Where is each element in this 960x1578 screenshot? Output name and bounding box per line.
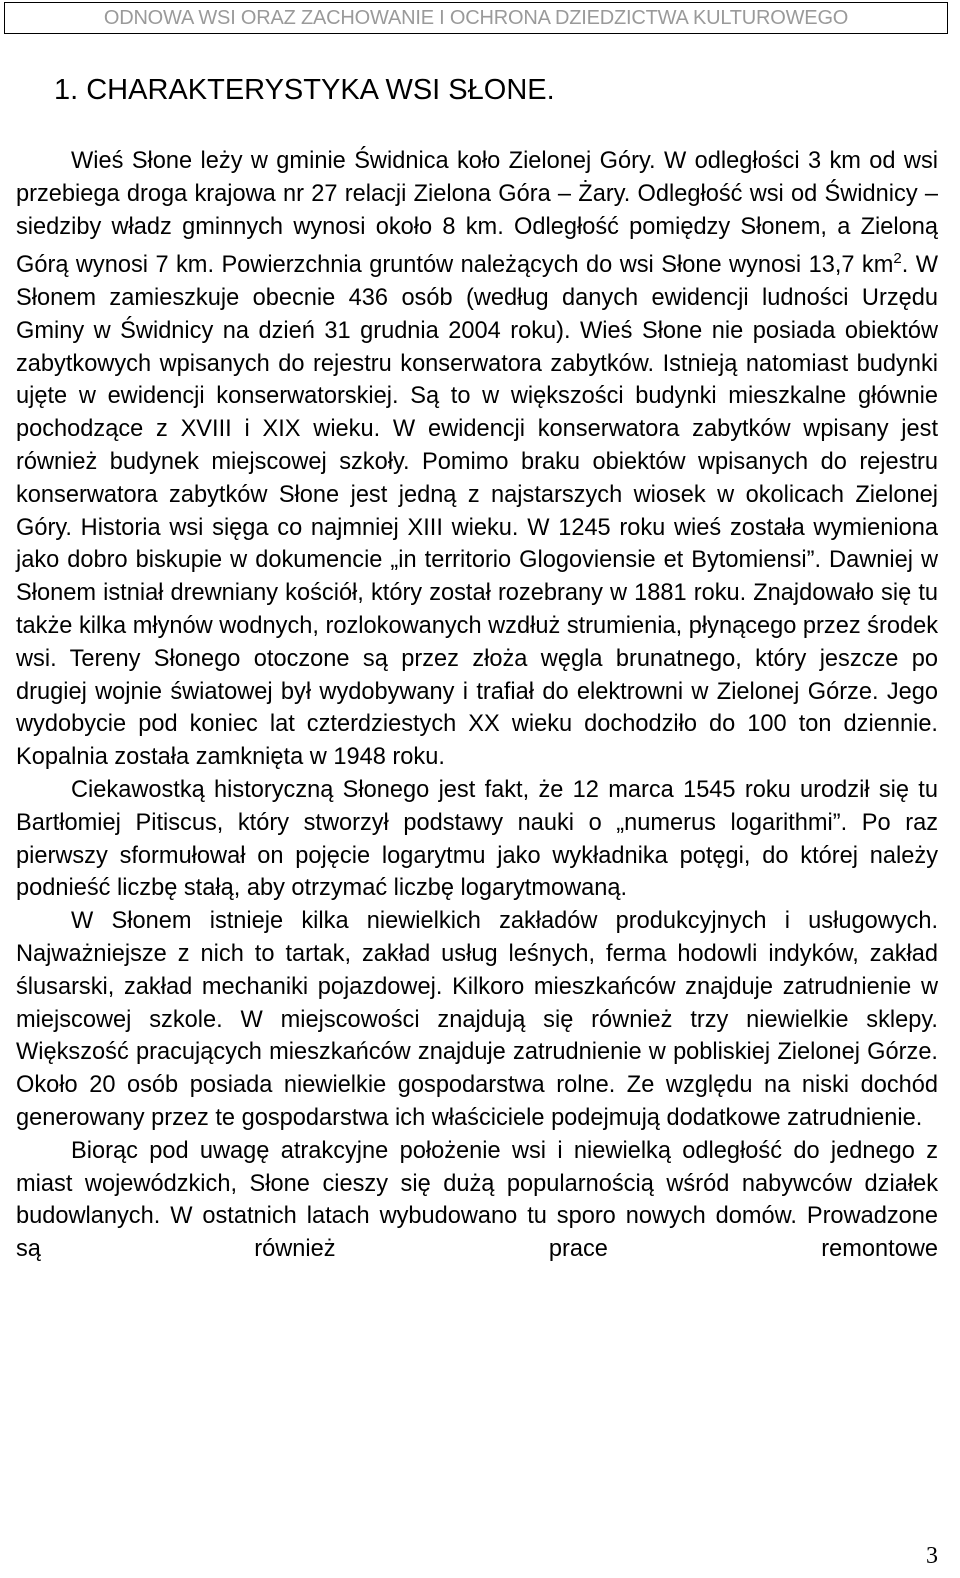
section-title: 1. CHARAKTERYSTYKA WSI SŁONE. [54, 74, 555, 106]
running-header-title: ODNOWA WSI ORAZ ZACHOWANIE I OCHRONA DZIEDZICTWA KULTUROWEGO [103, 6, 849, 29]
paragraph-2: Ciekawostką historyczną Słonego jest fakt, że 12 marca 1545 roku urodził się tu Bartłomiej Pitiscus, który stworzył podstawy nauki o „numerus logarithmi”. Po raz pierwszy sformułował on pojęcie logarytmu jako wykładnika potęgi, do której należy podnieść liczbę stałą, aby otrzymać liczbę logarytmowaną. [16, 777, 938, 902]
superscript-exponent: 2 [893, 250, 902, 268]
paragraph-1 [16, 145, 938, 774]
paragraph-1-text-start: Wieś Słone leży w gminie Świdnica koło Zielonej Góry. W odległości 3 km od wsi przebiega droga krajowa nr 27 relacji Zielona Góra – Żary. Odległość wsi od Świdnicy – siedziby władz gminnych wynosi około 8 km. Odległość pomiędzy Słonem, a Zieloną Górą wynosi 7 km. Powierzchnia gruntów należących do wsi Słone wynosi 13,7 km [16, 148, 938, 279]
paragraph-1-text-end: . W Słonem zamieszkuje obecnie 436 osób (według danych ewidencji ludności Urzędu Gminy w Świdnicy na dzień 31 grudnia 2004 roku). Wieś Słone nie posiada obiektów zabytkowych wpisanych do rejestru konserwatora zabytków. Istnieją natomiast budynki ujęte w ewidencji konserwatorskiej. Są to w większości budynki mieszkalne głównie pochodzące z XVIII i XIX wieku. W ewidencji konserwatora zabytków wpisany jest również budynek miejscowej szkoły. Pomimo braku obiektów wpisanych do rejestru konserwatora zabytków Słone jest jedną z najstarszych wiosek w okolicach Zielonej Góry. Historia wsi sięga co najmniej XIII wieku. W 1245 roku wieś została wymieniona jako dobro biskupie w dokumencie „in territorio Glogoviensie et Bytomiensi”. Dawniej w Słonem istniał drewniany kościół, który został rozebrany w 1881 roku. Znajdowało się tu także kilka młynów wodnych, rozlokowanych wzdłuż strumienia, płynącego przez środek wsi. Tereny Słonego otoczone są przez złoża węgla brunatnego, który jeszcze po drugiej wojnie światowej był wydobywany i trafiał do elektrowni w Zielonej Górze. Jego wydobycie pod koniec lat czterdziestych XX wieku dochodziło do 100 ton dziennie. Kopalnia została zamknięta w 1948 roku. [16, 252, 938, 771]
page-number: 3 [926, 1543, 938, 1569]
paragraph-3: W Słonem istnieje kilka niewielkich zakładów produkcyjnych i usługowych. Najważniejsze z nich to tartak, zakład usług leśnych, ferma hodowli indyków, zakład ślusarski, zakład mechaniki pojazdowej. Kilkoro mieszkańców znajduje zatrudnienie w miejscowej szkole. W miejscowości znajdują się również trzy niewielkie sklepy. Większość pracujących mieszkańców znajduje zatrudnienie w pobliskiej Zielonej Górze. Około 20 osób posiada niewielkie gospodarstwa rolne. Ze względu na niski dochód generowany przez te gospodarstwa ich właściciele podejmują dodatkowe zatrudnienie. [16, 908, 938, 1131]
paragraph-4: Biorąc pod uwagę atrakcyjne położenie wsi i niewielką odległość do jednego z miast wojewódzkich, Słone cieszy się dużą popularnością wśród nabywców działek budowlanych. W ostatnich latach wybudowano tu sporo nowych domów. Prowadzone są również prace remontowe [16, 1137, 938, 1263]
running-header [4, 2, 948, 34]
document-body [16, 145, 938, 1266]
